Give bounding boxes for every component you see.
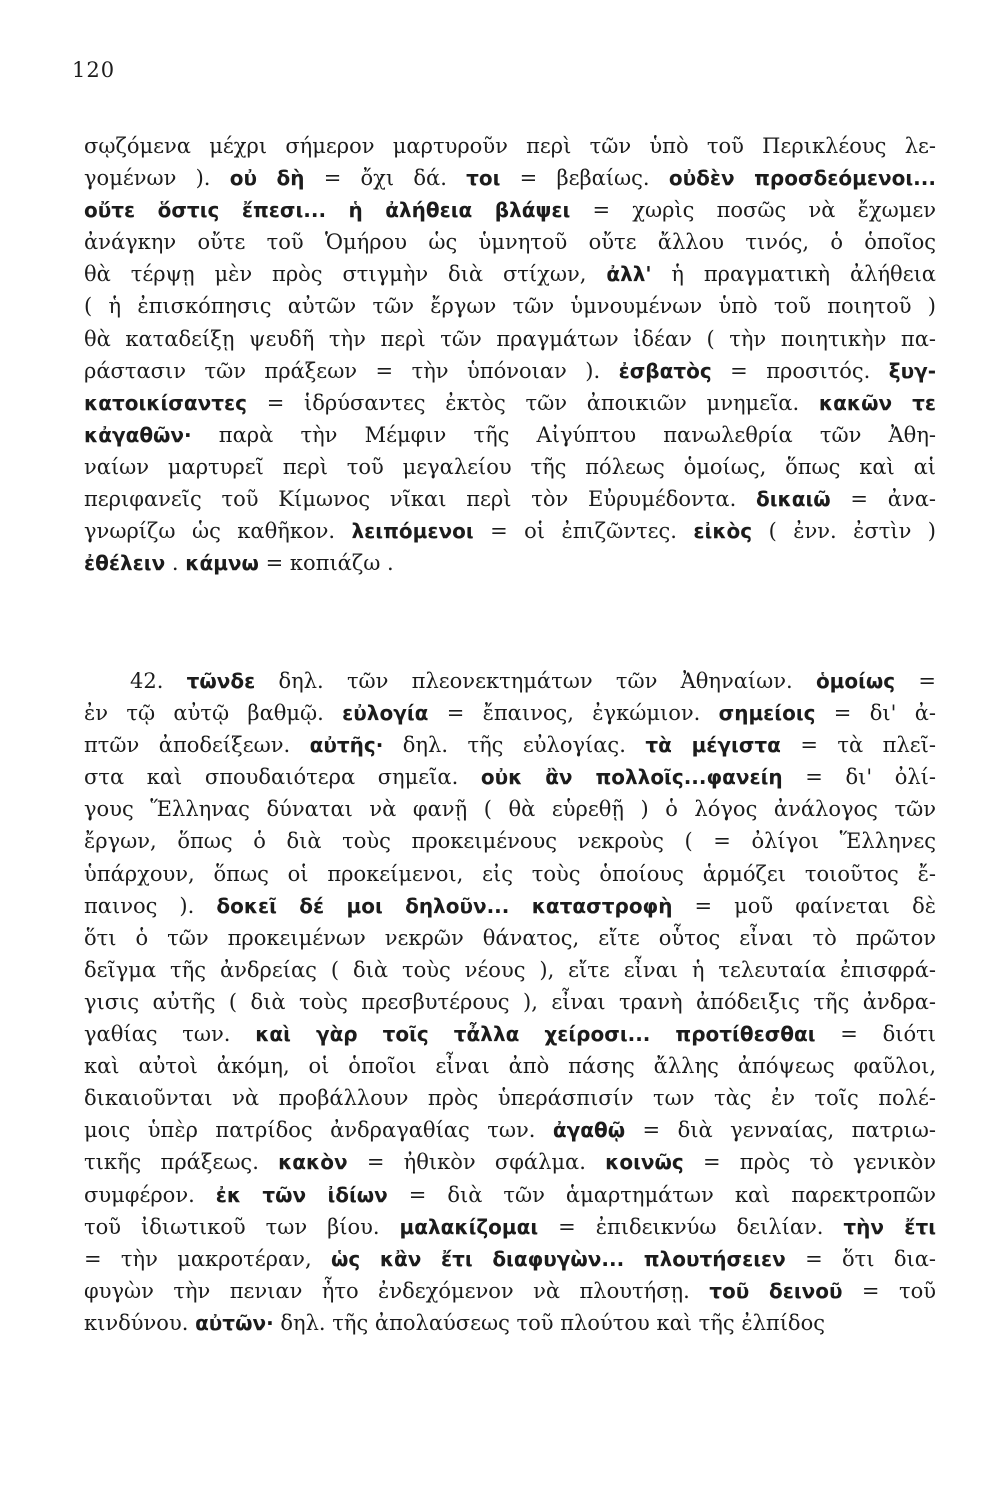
headword: κάμνω (185, 551, 259, 576)
text-line (84, 697, 936, 729)
text-line (84, 1018, 936, 1050)
text-line (84, 1179, 936, 1211)
headword: αὐτῆς· (309, 733, 384, 758)
headword: σημείοις (718, 701, 816, 726)
gloss-text: = δι' ἀ- (815, 701, 936, 726)
text-line (84, 1082, 936, 1114)
gloss-text: = μοῦ φαίνεται δὲ (672, 893, 936, 918)
text-line (84, 729, 936, 761)
gloss-text: = πρὸς τὸ γενικὸν (683, 1150, 936, 1175)
headword: λειπόμενοι (351, 519, 474, 544)
gloss-text: κινδύνου. (84, 1310, 196, 1335)
text-line (84, 793, 936, 825)
gloss-text: = προσιτός. (711, 358, 889, 383)
text-line (84, 761, 936, 793)
gloss-text: πτῶν ἀποδείξεων. (84, 733, 310, 758)
gloss-text: παρὰ τὴν Μέμφιν τῆς Αἰγύπτου πανωλεθρία τῶν Ἀθη- (191, 422, 936, 447)
text-line (84, 226, 936, 258)
text-line (84, 1211, 936, 1243)
text-line (84, 355, 936, 387)
headword: τὴν ἔτι (843, 1214, 936, 1239)
gloss-text: = ἠθικὸν σφάλμα. (347, 1150, 606, 1175)
gloss-text: = ὅτι δια- (785, 1246, 936, 1271)
text-line (84, 986, 936, 1018)
gloss-text: συμφέρον. (84, 1182, 216, 1207)
gloss-text: ( ἡ ἐπισκόπησις αὐτῶν τῶν ἔργων τῶν ὑμνουμένων ὑπὸ τοῦ ποιητοῦ ) (84, 294, 936, 319)
headword: τοι (466, 166, 501, 191)
gloss-text: = δι' ὀλί- (782, 765, 936, 790)
text-line (84, 130, 936, 162)
gloss-text: = χωρὶς ποσῶς νὰ ἔχωμεν (570, 198, 937, 223)
gloss-text: σῳζόμενα μέχρι σήμερον μαρτυροῦν περὶ τῶν ὑπὸ τοῦ Περικλέους λε- (84, 134, 936, 158)
gloss-text: = βεβαίως. (500, 166, 669, 191)
text-line (84, 1146, 936, 1178)
gloss-text: γνωρίζω ὡς καθῆκον. (84, 519, 352, 544)
gloss-text: = κοπιάζω . (258, 551, 394, 576)
gloss-text: = ὄχι δά. (304, 166, 467, 191)
gloss-text: ἔργων, ὅπως ὁ διὰ τοὺς προκειμένους νεκροὺς ( = ὀλίγοι Ἕλληνες (84, 829, 936, 854)
gloss-text: = οἱ ἐπιζῶντες. (473, 519, 694, 544)
gloss-text: μοις ὑπὲρ πατρίδος ἀνδραγαθίας των. (84, 1118, 553, 1143)
headword: κακὸν (278, 1150, 348, 1175)
paragraph-section-42 (84, 665, 936, 1339)
gloss-text: δεῖγμα τῆς ἀνδρείας ( διὰ τοὺς νέους ), εἴτε εἶναι ἡ τελευταία ἐπισφρά- (84, 957, 936, 982)
text-line (84, 258, 936, 290)
gloss-text: = διότι (815, 1022, 936, 1047)
gloss-text: = (895, 669, 936, 693)
gloss-text: ράστασιν τῶν πράξεων = τὴν ὑπόνοιαν ). (84, 358, 619, 383)
gloss-text: = ἀνα- (830, 487, 937, 512)
gloss-text: ναίων μαρτυρεῖ περὶ τοῦ μεγαλείου τῆς πόλεως ὁμοίως, ὅπως καὶ αἱ (84, 454, 936, 479)
text-line (84, 162, 936, 194)
gloss-text: δηλ. τῆς ἀπολαύσεως τοῦ πλούτου καὶ τῆς ἐλπίδος (273, 1310, 825, 1335)
gloss-text: καὶ αὐτοὶ ἀκόμη, οἱ ὁποῖοι εἶναι ἀπὸ πάσης ἄλλης ἀπόψεως φαῦλοι, (84, 1054, 936, 1079)
gloss-text: γισις αὐτῆς ( διὰ τοὺς πρεσβυτέρους ), εἶναι τρανὴ ἀπόδειξις τῆς ἀνδρα- (84, 989, 936, 1014)
text-line (84, 1243, 936, 1275)
text-line (84, 547, 936, 579)
headword: ἐκ τῶν ἰδίων (215, 1182, 388, 1207)
headword: ἀλλ' (606, 262, 652, 287)
text-line (84, 483, 936, 515)
gloss-text: = ἔπαινος, ἐγκώμιον. (428, 701, 719, 726)
headword: μαλακίζομαι (399, 1214, 539, 1239)
gloss-text: ( ἐνν. ἐστὶν ) (752, 519, 936, 544)
headword: οὐ δὴ (229, 166, 305, 191)
gloss-text: = διὰ τῶν ἁμαρτημάτων καὶ παρεκτροπῶν (387, 1182, 936, 1207)
gloss-text: γαθίας των. (84, 1022, 256, 1047)
gloss-text: στα καὶ σπουδαιότερα σημεῖα. (84, 765, 481, 790)
headword: εἰκὸς (693, 519, 753, 544)
headword: κοινῶς (605, 1150, 684, 1175)
headword: δοκεῖ δέ μοι δηλοῦν... καταστροφὴ (216, 893, 673, 918)
headword: οὐκ ἂν πολλοῖς...φανείη (480, 765, 783, 790)
headword: τοῦ δεινοῦ (709, 1278, 843, 1303)
headword: τὰ μέγιστα (645, 733, 781, 758)
gloss-text: = τοῦ (842, 1278, 936, 1303)
headword: κακῶν τε (818, 390, 936, 415)
text-line (84, 858, 936, 890)
headword: καὶ γὰρ τοῖς τἆλλα χείροσι... προτίθεσθαι (255, 1022, 816, 1047)
gloss-text: δικαιοῦνται νὰ προβάλλουν πρὸς ὑπεράσπισίν των τὰς ἐν τοῖς πολέ- (84, 1086, 936, 1111)
gloss-text: παινος ). (84, 893, 217, 918)
gloss-text: δηλ. τῆς εὐλογίας. (383, 733, 646, 758)
gloss-text: ἐν τῷ αὐτῷ βαθμῷ. (84, 701, 343, 726)
gloss-text: ὑπάρχουν, ὅπως οἱ προκείμενοι, εἰς τοὺς ὁποίους ἁρμόζει τοιοῦτος ἔ- (84, 861, 936, 886)
headword: ἀγαθῷ (552, 1118, 626, 1143)
text-line (84, 194, 936, 226)
gloss-text: ἀνάγκην οὔτε τοῦ Ὁμήρου ὡς ὑμνητοῦ οὔτε ἄλλου τινός, ὁ ὁποῖος (84, 230, 936, 255)
headword: οὔτε ὅστις ἔπεσι... ἡ ἀλήθεια βλάψει (84, 198, 571, 223)
text-line (84, 1275, 936, 1307)
headword: αὐτῶν· (195, 1310, 274, 1335)
headword: δικαιῶ (756, 487, 831, 512)
gloss-text: = διὰ γενναίας, πατριω- (625, 1118, 936, 1143)
text-line (84, 922, 936, 954)
gloss-text: δηλ. τῶν πλεονεκτημάτων τῶν Ἀθηναίων. (255, 669, 816, 693)
text-line (84, 665, 936, 697)
gloss-text: φυγὼν τὴν πενιαν ἦτο ἐνδεχόμενον νὰ πλουτήσῃ. (84, 1278, 710, 1303)
gloss-text: 42. (130, 669, 187, 693)
gloss-text: θὰ τέρψῃ μὲν πρὸς στιγμὴν διὰ στίχων, (84, 262, 607, 287)
gloss-text: θὰ καταδείξῃ ψευδῆ τὴν περὶ τῶν πραγμάτων ἰδέαν ( τὴν ποιητικὴν πα- (84, 326, 936, 351)
text-line (84, 515, 936, 547)
gloss-text: γομένων ). (84, 166, 230, 191)
text-line (84, 825, 936, 857)
gloss-text: = τὴν μακροτέραν, (84, 1246, 331, 1271)
text-line (84, 1307, 936, 1339)
gloss-text: γους Ἕλληνας δύναται νὰ φανῇ ( θὰ εὑρεθῇ ) ὁ λόγος ἀνάλογος τῶν (84, 797, 936, 822)
headword: ὁμοίως (815, 669, 896, 693)
headword: κἀγαθῶν· (84, 422, 192, 447)
gloss-text: τοῦ ἰδιωτικοῦ των βίου. (84, 1214, 400, 1239)
headword: ὡς κἂν ἔτι διαφυγὼν... πλουτήσειεν (330, 1246, 786, 1271)
headword: οὐδὲν προσδεόμενοι... (668, 166, 936, 191)
headword: ἐθέλειν (84, 551, 166, 576)
text-line (84, 323, 936, 355)
paragraph-commentary-continued (84, 130, 936, 579)
gloss-text: ἡ πραγματικὴ ἀλήθεια (651, 262, 936, 287)
headword: κατοικίσαντες (84, 390, 247, 415)
text-line (84, 954, 936, 986)
text-line (84, 387, 936, 419)
gloss-text: ὅτι ὁ τῶν προκειμένων νεκρῶν θάνατος, εἴτε οὗτος εἶναι τὸ πρῶτον (84, 925, 936, 950)
text-line (84, 419, 936, 451)
gloss-text: . (165, 551, 186, 576)
page-number: 120 (72, 58, 116, 82)
gloss-text: τικῆς πράξεως. (84, 1150, 279, 1175)
text-line (84, 890, 936, 922)
headword: τῶνδε (186, 669, 256, 693)
gloss-text: = ἱδρύσαντες ἐκτὸς τῶν ἀποικιῶν μνημεῖα. (246, 390, 819, 415)
headword: ξυγ- (888, 358, 936, 383)
gloss-text: = τὰ πλεῖ- (780, 733, 937, 758)
headword: εὐλογία (342, 701, 429, 726)
text-line (84, 290, 936, 322)
gloss-text: = ἐπιδεικνύω δειλίαν. (538, 1214, 844, 1239)
text-line (84, 1050, 936, 1082)
gloss-text: περιφανεῖς τοῦ Κίμωνος νῖκαι περὶ τὸν Εὐρυμέδοντα. (84, 487, 757, 512)
headword: ἐσβατὸς (618, 358, 712, 383)
text-line (84, 1114, 936, 1146)
text-line (84, 451, 936, 483)
